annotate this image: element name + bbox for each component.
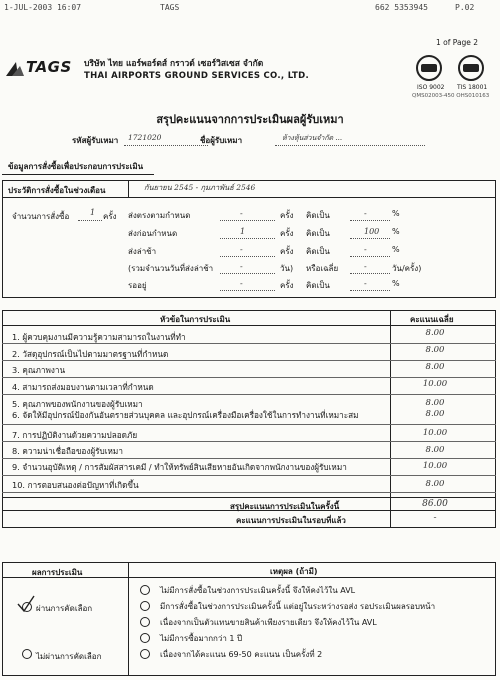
reason-radio[interactable] [140, 617, 150, 627]
delivery-row-pct: - [364, 279, 367, 288]
reason-radio[interactable] [140, 633, 150, 643]
contractor-name-value: ห้างหุ้นส่วนจำกัด ... [282, 134, 343, 142]
delivery-row-count: - [240, 279, 243, 288]
orders-unit: ครั้ง [103, 212, 117, 221]
criterion-text: 8. ความน่าเชื่อถือของผู้รับเหมา [12, 446, 123, 456]
reason-text: ไม่มีการซื้อมากกว่า 1 ปี [160, 634, 243, 643]
reason-radio[interactable] [140, 649, 150, 659]
criterion-text: 1. ผู้ควบคุมงานมีความรู้ความสามารถในงานที่ทำ [12, 332, 186, 342]
delivery-row-pct-label: คิดเป็น [306, 229, 330, 238]
contractor-code-value: 1721020 [128, 133, 162, 142]
company-name-english: THAI AIRPORTS GROUND SERVICES CO., LTD. [84, 71, 310, 81]
delivery-row-count: - [240, 262, 243, 271]
criterion-score: 10.00 [422, 461, 448, 471]
cert-code: QMS02003-450 OHS010163 [412, 93, 490, 99]
criterion-score: 10.00 [422, 428, 448, 438]
delivery-row-pct-unit: % [392, 279, 400, 288]
col-reason-header: เหตุผล (ถ้ามี) [270, 567, 318, 576]
criterion-text: 7. การปฏิบัติงานด้วยความปลอดภัย [12, 430, 138, 440]
tags-logo [6, 56, 74, 78]
fax-sender: TAGS [160, 3, 180, 12]
delivery-row-label: ส่งล่าช้า [128, 247, 157, 256]
tags-logo-text: TAGS [26, 58, 72, 76]
criterion-text: 5. คุณภาพของพนักงานของผู้รับเหมา [12, 399, 143, 409]
previous-score-value: - [433, 513, 437, 523]
page-title: สรุปคะแนนจากการประเมินผลผู้รับเหมา [156, 113, 344, 126]
criterion-score: 8.00 [425, 328, 445, 338]
fax-page-code: P.02 [455, 3, 475, 12]
reason-text: มีการสั่งซื้อในช่วงการประเมินครั้งนี้ แต่อยู่ในระหว่างรอส่ง รอประเมินผลรอบหน้า [160, 602, 436, 611]
criterion-score: 8.00 [425, 445, 445, 455]
contractor-code-label: รหัสผู้รับเหมา [72, 136, 119, 145]
col-score-header: คะแนนเฉลี่ย [410, 315, 454, 324]
delivery-row-pct-unit: วัน/ครั้ง) [392, 264, 422, 273]
criterion-text: 3. คุณภาพงาน [12, 365, 66, 375]
tis-18001-seal-icon [458, 55, 484, 81]
delivery-row-pct-label: คิดเป็น [306, 247, 330, 256]
col-topic-header: หัวข้อในการประเมิน [160, 315, 231, 324]
pass-label: ผ่านการคัดเลือก [36, 604, 93, 613]
delivery-row-label: (รวมจำนวนวันที่ส่งล่าช้า [128, 264, 214, 273]
fax-datetime: 1-JUL-2003 16:07 [4, 3, 82, 12]
delivery-row-pct-label: คิดเป็น [306, 281, 330, 290]
delivery-row-pct: - [364, 209, 367, 218]
period-label: ประวัติการสั่งซื้อในช่วงเดือน [8, 186, 106, 195]
total-score-value: 86.00 [422, 499, 448, 509]
delivery-row-pct: - [364, 245, 367, 254]
iso-label: ISO 9002 [417, 84, 445, 91]
delivery-row-label: ส่งตรงตามกำหนด [128, 211, 191, 220]
criterion-text: 10. การตอบสนองต่อปัญหาที่เกิดขึ้น [12, 480, 139, 490]
criterion-score: 8.00 [425, 398, 445, 408]
delivery-row-count: - [240, 245, 243, 254]
delivery-row-pct: 100 [364, 227, 380, 236]
delivery-row-pct-label: หรือเฉลี่ย [306, 264, 339, 273]
delivery-row-unit: ครั้ง [280, 211, 294, 220]
delivery-row-pct-unit: % [392, 245, 400, 254]
orders-label: จำนวนการสั่งซื้อ [12, 212, 70, 221]
criterion-score: 8.00 [425, 345, 445, 355]
total-score-label: สรุปคะแนนการประเมินในครั้งนี้ [230, 502, 340, 511]
order-info-heading: ข้อมูลการสั่งซื้อเพื่อประกอบการประเมิน [8, 162, 144, 171]
delivery-row-count: - [240, 209, 243, 218]
delivery-row-unit: วัน) [280, 264, 294, 273]
delivery-row-pct-unit: % [392, 209, 400, 218]
orders-value: 1 [90, 208, 96, 217]
delivery-row-label: รออยู่ [128, 281, 147, 290]
iso-9002-seal-icon [416, 55, 442, 81]
criterion-text: 4. สามารถส่งมอบงานตามเวลาที่กำหนด [12, 382, 154, 392]
criterion-text: 2. วัสดุอุปกรณ์เป็นไปตามมาตรฐานที่กำหนด [12, 349, 169, 359]
fail-label: ไม่ผ่านการคัดเลือก [36, 652, 102, 661]
delivery-row-pct: - [364, 262, 367, 271]
criterion-text: 9. จำนวนอุบัติเหตุ / การสัมผัสสารเคมี / ทำให้ทรัพย์สินเสียหายอันเกิดจากพนักงานของผู้รับเหมา [12, 462, 347, 472]
criterion-score: 8.00 [425, 409, 445, 419]
tis-label: TIS 18001 [457, 84, 488, 91]
delivery-row-pct-label: คิดเป็น [306, 211, 330, 220]
delivery-row-unit: ครั้ง [280, 247, 294, 256]
criterion-text: 6. จัดให้มีอุปกรณ์ป้องกันอันตรายส่วนบุคคล และอุปกรณ์เครื่องมือเครื่องใช้ในการทำงานที่เหมาะสม [12, 410, 359, 420]
pass-checkmark-icon [16, 594, 36, 614]
previous-score-label: คะแนนการประเมินในรอบที่แล้ว [236, 516, 346, 525]
fax-number: 662 5353945 [375, 3, 428, 12]
delivery-row-unit: ครั้ง [280, 229, 294, 238]
delivery-row-label: ส่งก่อนกำหนด [128, 229, 178, 238]
reason-radio[interactable] [140, 585, 150, 595]
contractor-name-label: ชื่อผู้รับเหมา [200, 136, 243, 145]
delivery-row-count: 1 [240, 227, 246, 236]
page-of: 1 of Page 2 [436, 38, 479, 47]
fail-radio[interactable] [22, 649, 32, 659]
criterion-score: 10.00 [422, 379, 448, 389]
reason-text: เนื่องจากได้คะแนน 69-50 คะแนน เป็นครั้งที่ 2 [160, 650, 323, 659]
criterion-score: 8.00 [425, 479, 445, 489]
reason-radio[interactable] [140, 601, 150, 611]
company-name-thai: บริษัท ไทย แอร์พอร์ตส์ กราวด์ เซอร์วิสเซส จำกัด [84, 59, 264, 69]
reason-text: เนื่องจากเป็นตัวแทนขายสินค้าเพียงรายเดียว จึงให้คงไว้ใน AVL [160, 618, 377, 627]
period-value: กันยายน 2545 - กุมภาพันธ์ 2546 [144, 183, 256, 192]
delivery-row-unit: ครั้ง [280, 281, 294, 290]
criterion-score: 8.00 [425, 362, 445, 372]
col-result-header: ผลการประเมิน [32, 568, 83, 577]
reason-text: ไม่มีการสั่งซื้อในช่วงการประเมินครั้งนี้ จึงให้คงไว้ใน AVL [160, 586, 356, 595]
delivery-row-pct-unit: % [392, 227, 400, 236]
